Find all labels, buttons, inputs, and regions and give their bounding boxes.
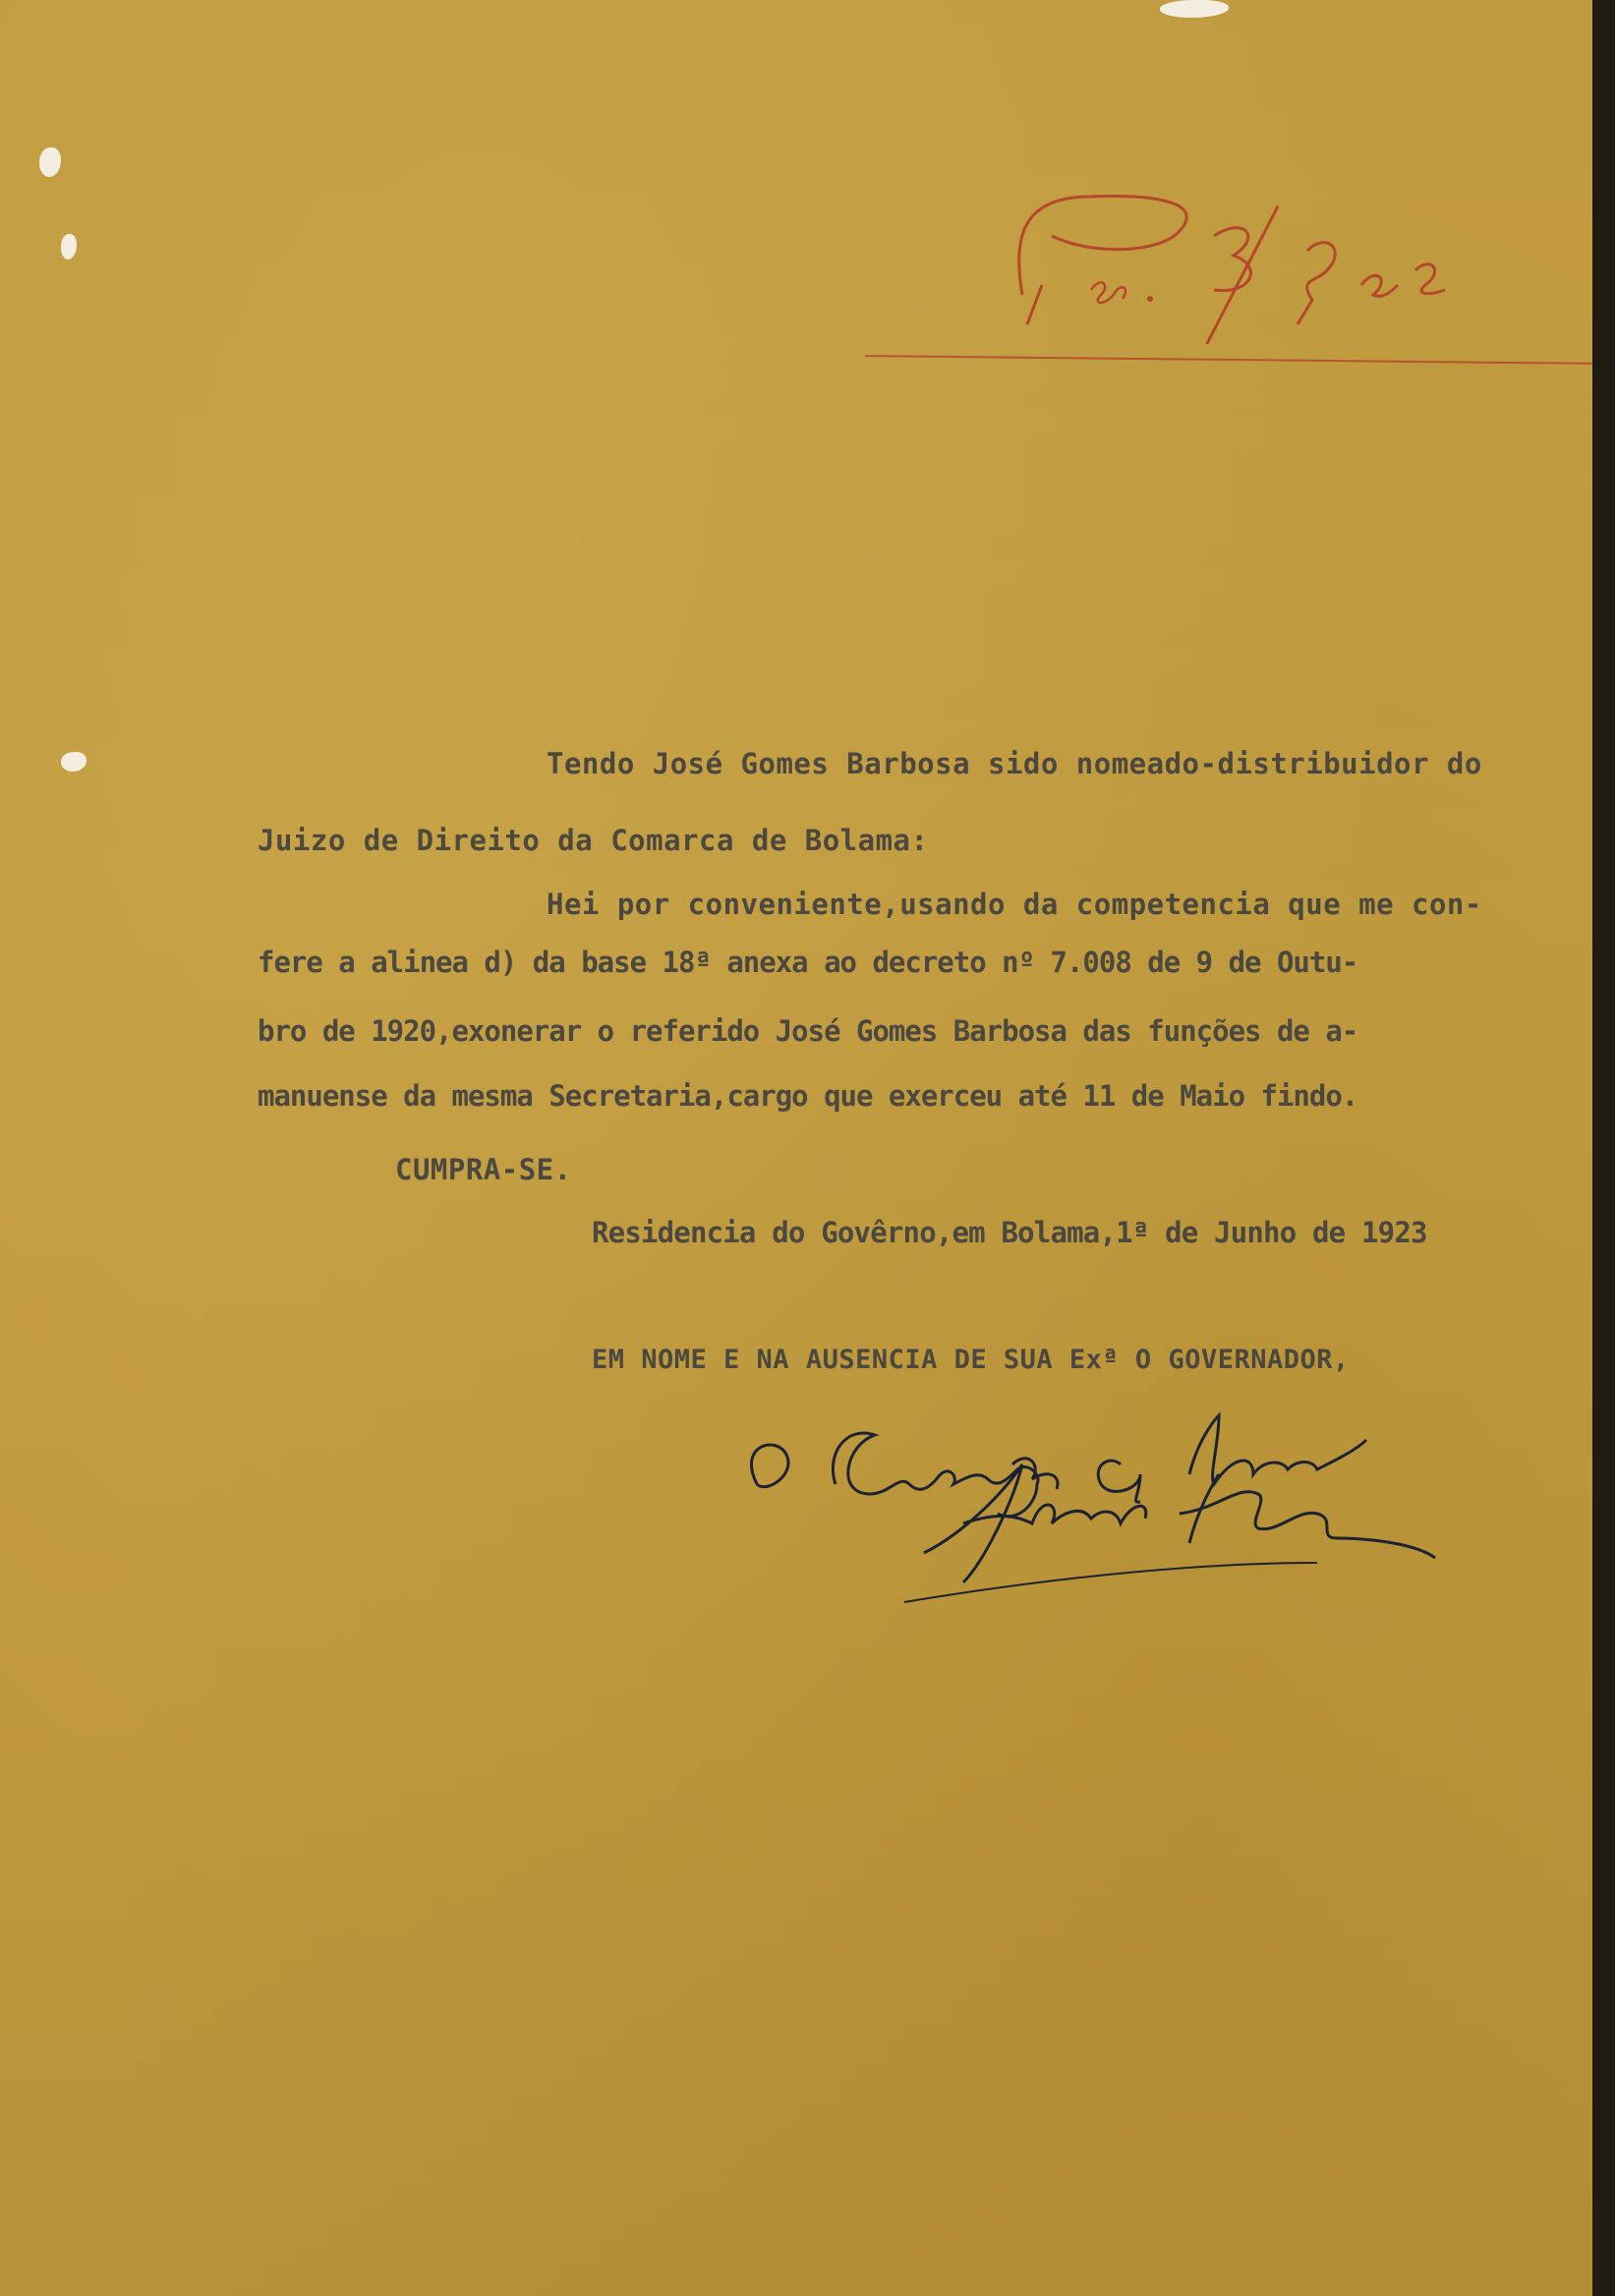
authority-line: EM NOME E NA AUSENCIA DE SUA Exª O GOVERNADOR, bbox=[592, 1345, 1350, 1375]
punch-hole bbox=[39, 147, 61, 177]
registry-note-handwritten bbox=[983, 177, 1533, 344]
body-line-1: Tendo José Gomes Barbosa sido nomeado-distribuidor do bbox=[547, 747, 1482, 780]
body-line-4: fere a alinea d) da base 18ª anexa ao decreto nº 7.008 de 9 de Outu- bbox=[258, 946, 1358, 979]
cumpra-se: CUMPRA-SE. bbox=[395, 1153, 572, 1186]
body-line-5: bro de 1920,exonerar o referido José Gomes Barbosa das funções de a- bbox=[258, 1014, 1358, 1048]
punch-hole bbox=[61, 752, 87, 772]
body-line-6: manuense da mesma Secretaria,cargo que exerceu até 11 de Maio findo. bbox=[258, 1079, 1358, 1113]
paper-edge bbox=[1592, 0, 1602, 2296]
place-date-line: Residencia do Govêrno,em Bolama,1ª de Junho de 1923 bbox=[592, 1216, 1427, 1249]
registry-underline bbox=[865, 355, 1602, 365]
punch-hole bbox=[1160, 0, 1229, 18]
body-line-2: Juizo de Direito da Comarca de Bolama: bbox=[258, 824, 929, 857]
body-line-3: Hei por conveniente,usando da competencia que me con- bbox=[547, 888, 1482, 921]
punch-hole bbox=[61, 234, 77, 259]
signature bbox=[727, 1396, 1474, 1641]
